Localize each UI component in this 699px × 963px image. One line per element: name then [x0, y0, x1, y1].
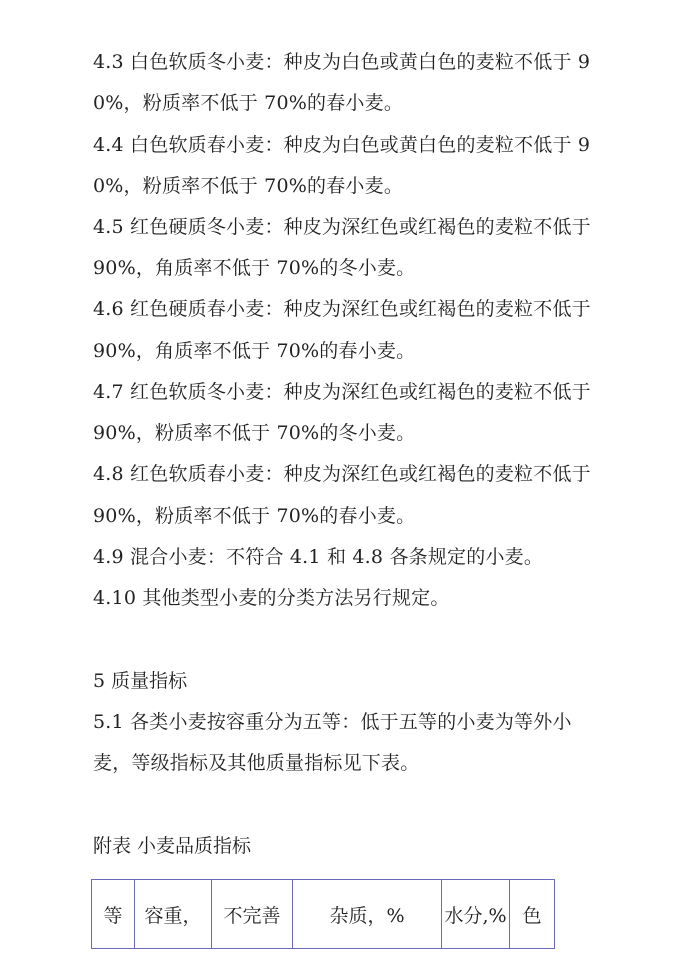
- para-4-6-line-2: 90%，角质率不低于 70%的春小麦。: [93, 340, 416, 362]
- para-4-7-line-2: 90%，粉质率不低于 70%的冬小麦。: [93, 422, 416, 444]
- para-4-5-line-2: 90%，角质率不低于 70%的冬小麦。: [93, 257, 416, 279]
- para-4-6-line-1: 4.6 红色硬质春小麦：种皮为深红色或红褐色的麦粒不低于: [93, 298, 591, 320]
- para-4-3-line-1: 4.3 白色软质冬小麦：种皮为白色或黄白色的麦粒不低于 9: [93, 51, 591, 73]
- header-cell-color: 色: [510, 880, 555, 949]
- header-cell-grade: 等: [92, 880, 135, 949]
- section-5-title: 5 质量指标: [93, 670, 188, 692]
- para-5-1-line-1: 5.1 各类小麦按容重分为五等：低于五等的小麦为等外小: [93, 711, 572, 733]
- header-cell-impurity: 杂质，%: [293, 880, 442, 949]
- para-4-8-line-1: 4.8 红色软质春小麦：种皮为深红色或红褐色的麦粒不低于: [93, 463, 591, 485]
- para-4-9: 4.9 混合小麦：不符合 4.1 和 4.8 各条规定的小麦。: [93, 546, 544, 568]
- para-4-4-line-1: 4.4 白色软质春小麦：种皮为白色或黄白色的麦粒不低于 9: [93, 134, 591, 156]
- para-4-5-line-1: 4.5 红色硬质冬小麦：种皮为深红色或红褐色的麦粒不低于: [93, 216, 591, 238]
- table-header-row: [92, 880, 555, 949]
- header-cell-volume-weight: 容重，: [135, 880, 212, 949]
- para-4-7-line-1: 4.7 红色软质冬小麦：种皮为深红色或红褐色的麦粒不低于: [93, 381, 591, 403]
- header-cell-moisture: 水分,%: [442, 880, 510, 949]
- para-4-3-line-2: 0%，粉质率不低于 70%的春小麦。: [93, 92, 404, 114]
- quality-table: [91, 879, 555, 949]
- para-5-1-line-2: 麦，等级指标及其他质量指标见下表。: [93, 752, 420, 774]
- para-4-4-line-2: 0%，粉质率不低于 70%的春小麦。: [93, 175, 404, 197]
- table-caption: 附表 小麦品质指标: [93, 835, 252, 857]
- header-cell-imperfect-kernels: 不完善: [212, 880, 293, 949]
- para-4-8-line-2: 90%，粉质率不低于 70%的春小麦。: [93, 505, 416, 527]
- para-4-10: 4.10 其他类型小麦的分类方法另行规定。: [93, 587, 450, 609]
